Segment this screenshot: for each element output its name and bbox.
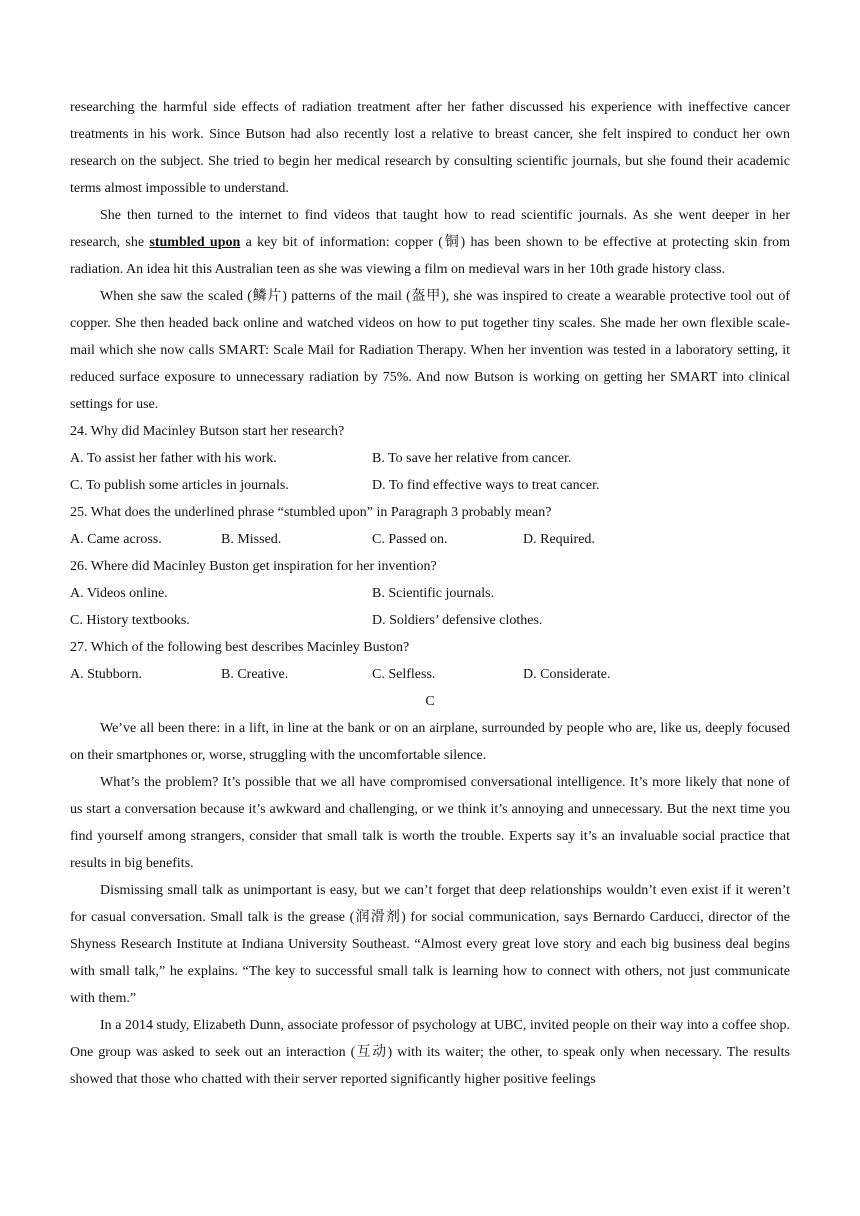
passage-c-paragraph-3: Dismissing small talk as unimportant is easy, but we can’t forget that deep relationships wouldn’t even exist if it weren’t for casual conversation. Small talk is the grease (润滑剂) for social communication, says Bernardo Carducci, director of the Shyness Research Institute at Indiana University Southeast. “Almost every great love story and each big business deal begins with small talk,” he explains. “The key to successful small talk is learning how to connect with others, not just communicate with them.” (70, 883, 790, 1006)
question-24 (70, 418, 790, 499)
passage-c-paragraph-1: We’ve all been there: in a lift, in line at the bank or on an airplane, surrounded by people who are, like us, deeply focused on their smartphones or, worse, struggling with the uncomfortable silence. (70, 721, 790, 763)
options-row (70, 526, 790, 553)
paragraph-2-text-before: She then turned to the internet to find videos that taught how to read scientific journals. As she went deeper in her research, she (70, 208, 790, 250)
question-27 (70, 634, 790, 688)
options-row (70, 445, 790, 472)
option-b: B. Creative. (221, 667, 289, 682)
question-stem: 25. What does the underlined phrase “stumbled upon” in Paragraph 3 probably mean? (70, 505, 552, 520)
option-c: C. Selfless. (372, 667, 436, 682)
question-25 (70, 499, 790, 553)
option-a: A. To assist her father with his work. (70, 451, 277, 466)
options-row (70, 472, 790, 499)
option-b: B. To save her relative from cancer. (372, 451, 572, 466)
passage-b-paragraph-2 (70, 202, 790, 283)
question-26 (70, 553, 790, 634)
option-c: C. Passed on. (372, 532, 448, 547)
paragraph-2-text-after: a key bit of information: copper (铜) has been shown to be effective at protecting skin from radiation. An idea hit this Australian teen as she was viewing a film on medieval wars in her 10th grade history class. (70, 235, 790, 277)
section-heading: C (425, 694, 435, 709)
options-row (70, 607, 790, 634)
option-b: B. Missed. (221, 532, 282, 547)
option-d: D. To find effective ways to treat cancer. (372, 478, 600, 493)
question-stem: 27. Which of the following best describes Macinley Buston? (70, 640, 410, 655)
option-a: A. Videos online. (70, 586, 168, 601)
option-d: D. Considerate. (523, 667, 611, 682)
passage-b-paragraph-3: When she saw the scaled (鳞片) patterns of the mail (盔甲), she was inspired to create a wearable protective tool out of copper. She then headed back online and watched videos on how to put together tiny scales. She made her own flexible scale-mail which she now calls SMART: Scale Mail for Radiation Therapy. When her invention was tested in a laboratory setting, it reduced surface exposure to unnecessary radiation by 75%. And now Butson is working on getting her SMART into clinical settings for use. (70, 289, 790, 412)
options-row (70, 661, 790, 688)
option-c: C. To publish some articles in journals. (70, 478, 289, 493)
passage-c-paragraph-4: In a 2014 study, Elizabeth Dunn, associate professor of psychology at UBC, invited people on their way into a coffee shop. One group was asked to seek out an interaction (互动) with its waiter; the other, to speak only when necessary. The results showed that those who chatted with their server reported significantly higher positive feelings (70, 1018, 790, 1087)
passage-c-paragraph-2: What’s the problem? It’s possible that we all have compromised conversational intelligence. It’s more likely that none of us start a conversation because it’s awkward and challenging, or we think it’s annoying and unnecessary. But the next time you find yourself among strangers, consider that small talk is worth the trouble. Experts say it’s an invaluable social practice that results in big benefits. (70, 775, 790, 871)
document-page (70, 94, 790, 1093)
options-row (70, 580, 790, 607)
question-stem: 26. Where did Macinley Buston get inspiration for her invention? (70, 559, 437, 574)
question-stem: 24. Why did Macinley Butson start her research? (70, 424, 345, 439)
option-a: A. Came across. (70, 532, 162, 547)
passage-b-paragraph-1: researching the harmful side effects of radiation treatment after her father discussed his experience with ineffective cancer treatments in his work. Since Butson had also recently lost a relative to breast cancer, she felt inspired to conduct her own research on the subject. She tried to begin her medical research by consulting scientific journals, but she found their academic terms almost impossible to understand. (70, 100, 790, 196)
option-b: B. Scientific journals. (372, 586, 495, 601)
option-c: C. History textbooks. (70, 613, 190, 628)
option-a: A. Stubborn. (70, 667, 142, 682)
option-d: D. Required. (523, 532, 595, 547)
underlined-phrase: stumbled upon (149, 235, 241, 250)
option-d: D. Soldiers’ defensive clothes. (372, 613, 543, 628)
